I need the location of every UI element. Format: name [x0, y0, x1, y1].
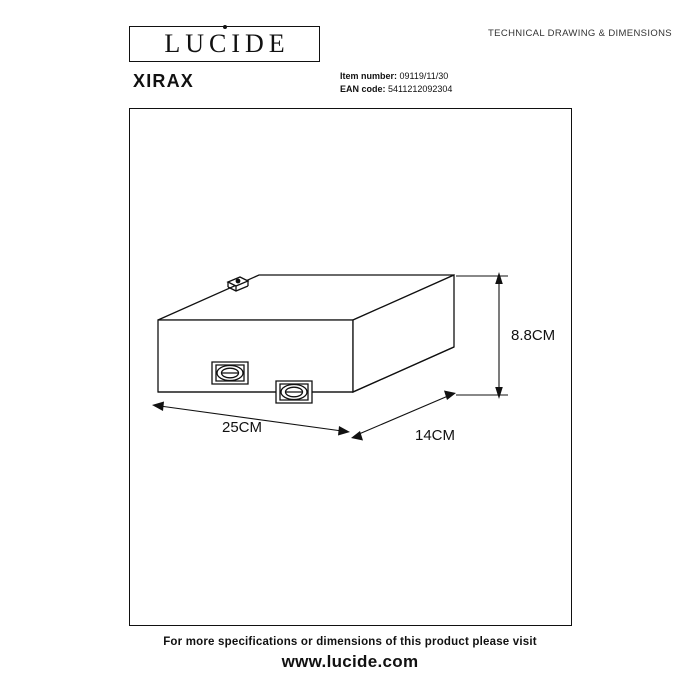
dimension-width-label: 25CM — [222, 419, 263, 436]
product-technical-drawing — [130, 109, 573, 627]
footer — [0, 636, 700, 672]
product-meta — [340, 70, 452, 96]
footer-note: For more specifications or dimensions of this product please visit — [163, 636, 537, 648]
item-number-row — [340, 70, 452, 83]
ean-value: 5411212092304 — [388, 84, 453, 94]
ean-label: EAN code: — [340, 84, 386, 94]
page-title: XIRAX — [133, 71, 195, 91]
dimension-height — [456, 272, 508, 399]
fixture-front-face — [158, 320, 353, 392]
item-number-label: Item number: — [340, 71, 398, 81]
brand-logo-text: LUCIDE — [164, 29, 290, 58]
brand-logo — [129, 26, 320, 62]
footer-website-link[interactable]: www.lucide.com — [281, 652, 419, 671]
document-type-label: TECHNICAL DRAWING & DIMENSIONS — [488, 28, 672, 39]
ean-row — [340, 83, 452, 96]
dimension-depth-label: 14CM — [415, 427, 456, 444]
technical-drawing-frame — [129, 108, 572, 626]
logo-dot-icon — [223, 25, 227, 29]
spot-head-left — [212, 362, 248, 384]
dimension-height-label: 8.8CM — [511, 327, 556, 344]
spot-head-right — [276, 381, 312, 403]
item-number-value: 09119/11/30 — [399, 71, 449, 81]
